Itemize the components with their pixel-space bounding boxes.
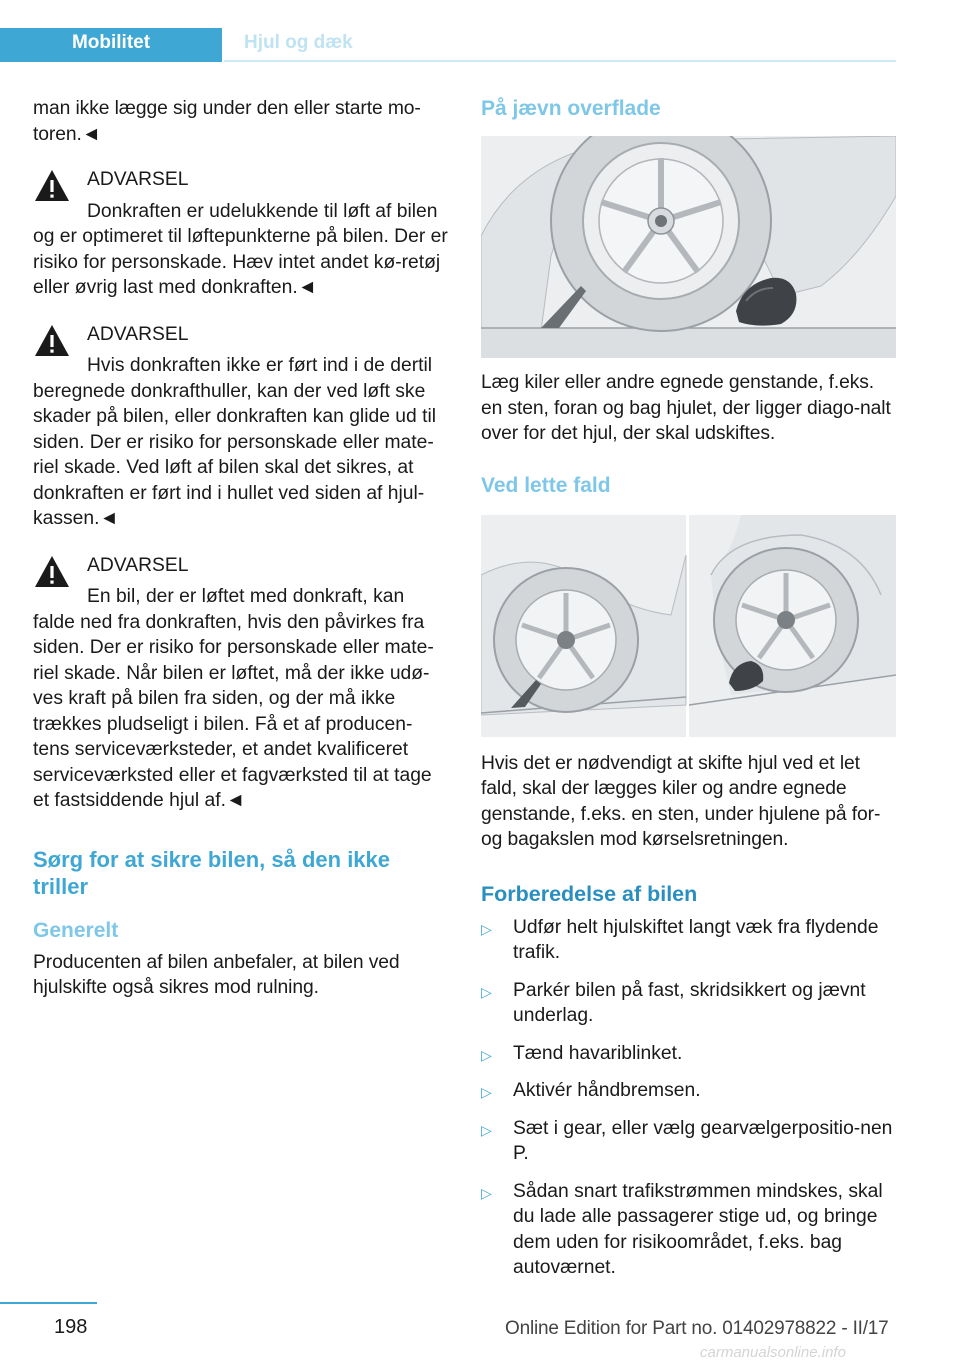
warning-title: ADVARSEL xyxy=(87,169,189,190)
warning-triangle-icon xyxy=(33,167,71,205)
triangle-bullet-icon: ▷ xyxy=(481,920,492,937)
warning-triangle-icon xyxy=(33,553,71,591)
list-item: ▷ Udfør helt hjulskiftet langt væk fra flydende trafik. xyxy=(481,916,879,963)
triangle-bullet-icon: ▷ xyxy=(481,1184,492,1201)
prep-list xyxy=(481,915,896,1281)
page-number-rule xyxy=(0,1302,97,1304)
subsection-heading-prep: Forberedelse af bilen xyxy=(481,881,698,906)
header-rule xyxy=(224,60,896,62)
wheel-chock-flat-image xyxy=(481,136,896,358)
left-column xyxy=(33,96,448,1021)
page-number: 198 xyxy=(54,1316,88,1338)
edition-footer: Online Edition for Part no. 01402978822 - II/17 xyxy=(505,1318,889,1339)
watermark: carmanualsonline.info xyxy=(700,1344,846,1361)
warning-triangle-icon xyxy=(33,322,71,360)
triangle-bullet-icon: ▷ xyxy=(481,983,492,1000)
warning-text: En bil, der er løftet med donkraft, kan falde ned fra donkraften, hvis den påvirkes fra siden. Der er risiko for personskade eller mate-riel skade. Når bilen er løftet, må der ikke udø-ves kraft på bilen fra siden, og der må ikke trækkes pludseligt i bilen. Få et af producen-tens serviceværksteder, et andet kvalificeret serviceværksted eller et fagværksted til at tage et fastsiddende hjul af.◄ xyxy=(33,586,434,811)
triangle-bullet-icon: ▷ xyxy=(481,1084,492,1100)
section-tab-hjul-og-daek: Hjul og dæk xyxy=(244,32,353,53)
subsection-heading-flat: På jævn overflade xyxy=(481,97,661,120)
intro-text: man ikke lægge sig under den eller starte mo-toren.◄ xyxy=(33,98,421,145)
list-item: ▷ Sådan snart trafikstrømmen mindskes, skal du lade alle passagerer stige ud, og bringe dem uden for risikoområdet, f.eks. bag autoværnet. xyxy=(481,1180,883,1278)
list-item: ▷ Aktivér håndbremsen. xyxy=(481,1078,896,1104)
warning-block-3 xyxy=(33,553,448,814)
subsection-heading-slope: Ved lette fald xyxy=(481,473,611,497)
list-item: ▷ Sæt i gear, eller vælg gearvælgerpositio-nen P. xyxy=(481,1117,893,1164)
triangle-bullet-icon: ▷ xyxy=(481,1121,492,1138)
section-heading: Sørg for at sikre bilen, så den ikke triller xyxy=(33,846,391,899)
warning-text: Hvis donkraften ikke er ført ind i de dertil beregnede donkrafthuller, kan der ved løft ske skader på bilen, eller donkraften kan glide ud til siden. Der er risiko for personskade eller mate-riel skade. Ved løft af bilen skal det sikres, at donkraften er ført ind i hullet ved siden af hjul-kassen.◄ xyxy=(33,355,437,529)
wheel-chock-slope-image xyxy=(481,515,896,737)
subsection-heading: Generelt xyxy=(33,918,119,942)
general-text: Producenten af bilen anbefaler, at bilen ved hjulskifte også sikres mod rulning. xyxy=(33,951,400,998)
warning-title: ADVARSEL xyxy=(87,554,189,576)
list-item: ▷ Parkér bilen på fast, skridsikkert og jævnt underlag. xyxy=(481,979,866,1026)
slope-text: Hvis det er nødvendigt at skifte hjul ved et let fald, skal der lægges kiler og andre egnede genstande, f.eks. en sten, under hjulene på for- og bagakslen mod kørselsretningen. xyxy=(481,752,881,850)
flat-text: Læg kiler eller andre egnede genstande, f.eks. en sten, foran og bag hjulet, der ligger diago-nalt over for det hjul, der skal udskiftes. xyxy=(481,372,891,444)
section-tab-mobilitet: Mobilitet xyxy=(0,28,222,62)
warning-block-1 xyxy=(33,167,448,301)
triangle-bullet-icon: ▷ xyxy=(481,1046,492,1063)
right-column xyxy=(481,96,896,1293)
warning-block-2 xyxy=(33,322,448,532)
illustration-flat-surface xyxy=(481,136,896,358)
list-item: ▷ Tænd havariblinket. xyxy=(481,1041,896,1067)
warning-title: ADVARSEL xyxy=(87,323,189,345)
illustration-slope xyxy=(481,515,896,737)
warning-text: Donkraften er udelukkende til løft af bilen og er optimeret til løftepunkterne på bilen. Der er risiko for personskade. Hæv intet andet kø-retøj eller øvrig last med donkraften.◄ xyxy=(33,200,448,298)
